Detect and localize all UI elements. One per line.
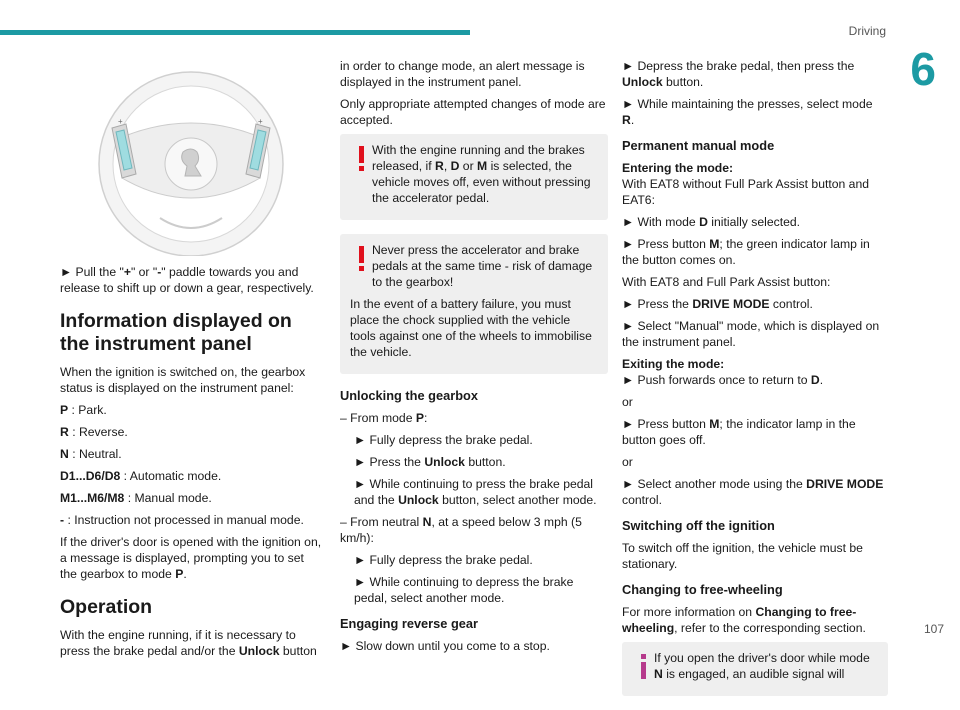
operation-continued: in order to change mode, an alert message is displayed in the instrument panel.: [340, 59, 585, 89]
free-wheeling-text: For more information on Changing to free-wheeling, refer to the corresponding section.: [622, 605, 866, 635]
enter-step: ► Press button M; the green indicator lamp in the button comes on.: [622, 237, 870, 267]
fpa-condition: With EAT8 and Full Park Assist button:: [622, 275, 831, 289]
exclamation-icon: [352, 144, 372, 172]
status-item: P : Park.: [60, 403, 107, 417]
from-mode-p: – From mode P:: [340, 411, 428, 425]
status-item: N : Neutral.: [60, 447, 122, 461]
heading-permanent-manual: Permanent manual mode: [622, 138, 775, 153]
heading-engaging-reverse: Engaging reverse gear: [340, 616, 478, 631]
column-3: [622, 58, 888, 710]
column-2: [340, 58, 608, 660]
svg-text:+: +: [258, 117, 263, 126]
enter-step: ► Select "Manual" mode, which is displayed on the instrument panel.: [622, 319, 880, 349]
section-title: Driving: [848, 24, 886, 38]
operation-text: With the engine running, if it is necessary to press the brake pedal and/or the Unlock button: [60, 628, 317, 658]
status-list: [60, 402, 322, 528]
from-neutral-n: – From neutral N, at a speed below 3 mph (5 km/h):: [340, 515, 582, 545]
status-item: M1...M6/M8 : Manual mode.: [60, 491, 212, 505]
info-intro: When the ignition is switched on, the gearbox status is displayed on the instrument panel:: [60, 365, 306, 395]
status-item: R : Reverse.: [60, 425, 128, 439]
enter-step: ► With mode D initially selected.: [622, 215, 801, 229]
reverse-step: ► Depress the brake pedal, then press the Unlock button.: [622, 59, 855, 89]
reverse-step: ► While maintaining the presses, select mode R.: [622, 97, 873, 127]
exclamation-icon: [352, 244, 372, 272]
unlock-step: ► Fully depress the brake pedal.: [354, 433, 533, 447]
reverse-step: ► Slow down until you come to a stop.: [340, 639, 550, 653]
or-text: or: [622, 395, 633, 409]
heading-operation: Operation: [60, 596, 153, 618]
exit-step: ► Press button M; the indicator lamp in the button goes off.: [622, 417, 856, 447]
info-icon: [634, 652, 654, 680]
status-item: D1...D6/D8 : Automatic mode.: [60, 469, 222, 483]
steering-wheel-image: [60, 68, 322, 256]
enter-step: ► Press the DRIVE MODE control.: [622, 297, 813, 311]
heading-switching-off-ignition: Switching off the ignition: [622, 518, 775, 533]
unlock-step: ► While continuing to press the brake pedal and the Unlock button, select another mode.: [354, 477, 597, 507]
heading-unlocking-gearbox: Unlocking the gearbox: [340, 388, 478, 403]
warning-box-accelerator-brake: Never press the accelerator and brake pedals at the same time - risk of damage to the gearbox! In the event of a battery failure, you must place the chock supplied with the vehicle tools against one of the wheels to immobilise the vehicle.: [340, 234, 608, 374]
warning-box-vehicle-moves: With the engine running and the brakes released, if R, D or M is selected, the vehicle moves off, even without pressing the accelerator pedal.: [340, 134, 608, 220]
neutral-step: ► While continuing to depress the brake pedal, select another mode.: [354, 575, 574, 605]
chapter-number: 6: [910, 43, 936, 95]
heading-information-displayed: Information displayed on the instrument panel: [60, 310, 292, 355]
svg-text:+: +: [118, 117, 123, 126]
heading-entering-mode: Entering the mode:: [622, 161, 734, 175]
paddle-instruction: ► Pull the "+" or "-" paddle towards you and release to shift up or down a gear, respectively.: [60, 265, 314, 295]
header-accent-bar: [0, 30, 470, 35]
appropriate-changes-text: Only appropriate attempted changes of mode are accepted.: [340, 97, 606, 127]
column-1: [60, 58, 322, 665]
neutral-step: ► Fully depress the brake pedal.: [354, 553, 533, 567]
ignition-text: To switch off the ignition, the vehicle must be stationary.: [622, 541, 863, 571]
heading-exiting-mode: Exiting the mode:: [622, 357, 725, 371]
eat8-condition: With EAT8 without Full Park Assist button and EAT6:: [622, 177, 870, 207]
unlock-step: ► Press the Unlock button.: [354, 455, 506, 469]
exit-step: ► Push forwards once to return to D.: [622, 373, 824, 387]
info-box-driver-door: If you open the driver's door while mode N is engaged, an audible signal will: [622, 642, 888, 696]
or-text: or: [622, 455, 633, 469]
heading-free-wheeling: Changing to free-wheeling: [622, 582, 783, 597]
steering-wheel-illustration: [60, 68, 322, 256]
page-number: 107: [923, 622, 944, 636]
door-open-text: If the driver's door is opened with the ignition on, a message is displayed, prompting you to set the gearbox to mode P.: [60, 535, 322, 581]
exit-step: ► Select another mode using the DRIVE MODE control.: [622, 477, 884, 507]
status-item: - : Instruction not processed in manual mode.: [60, 513, 304, 527]
